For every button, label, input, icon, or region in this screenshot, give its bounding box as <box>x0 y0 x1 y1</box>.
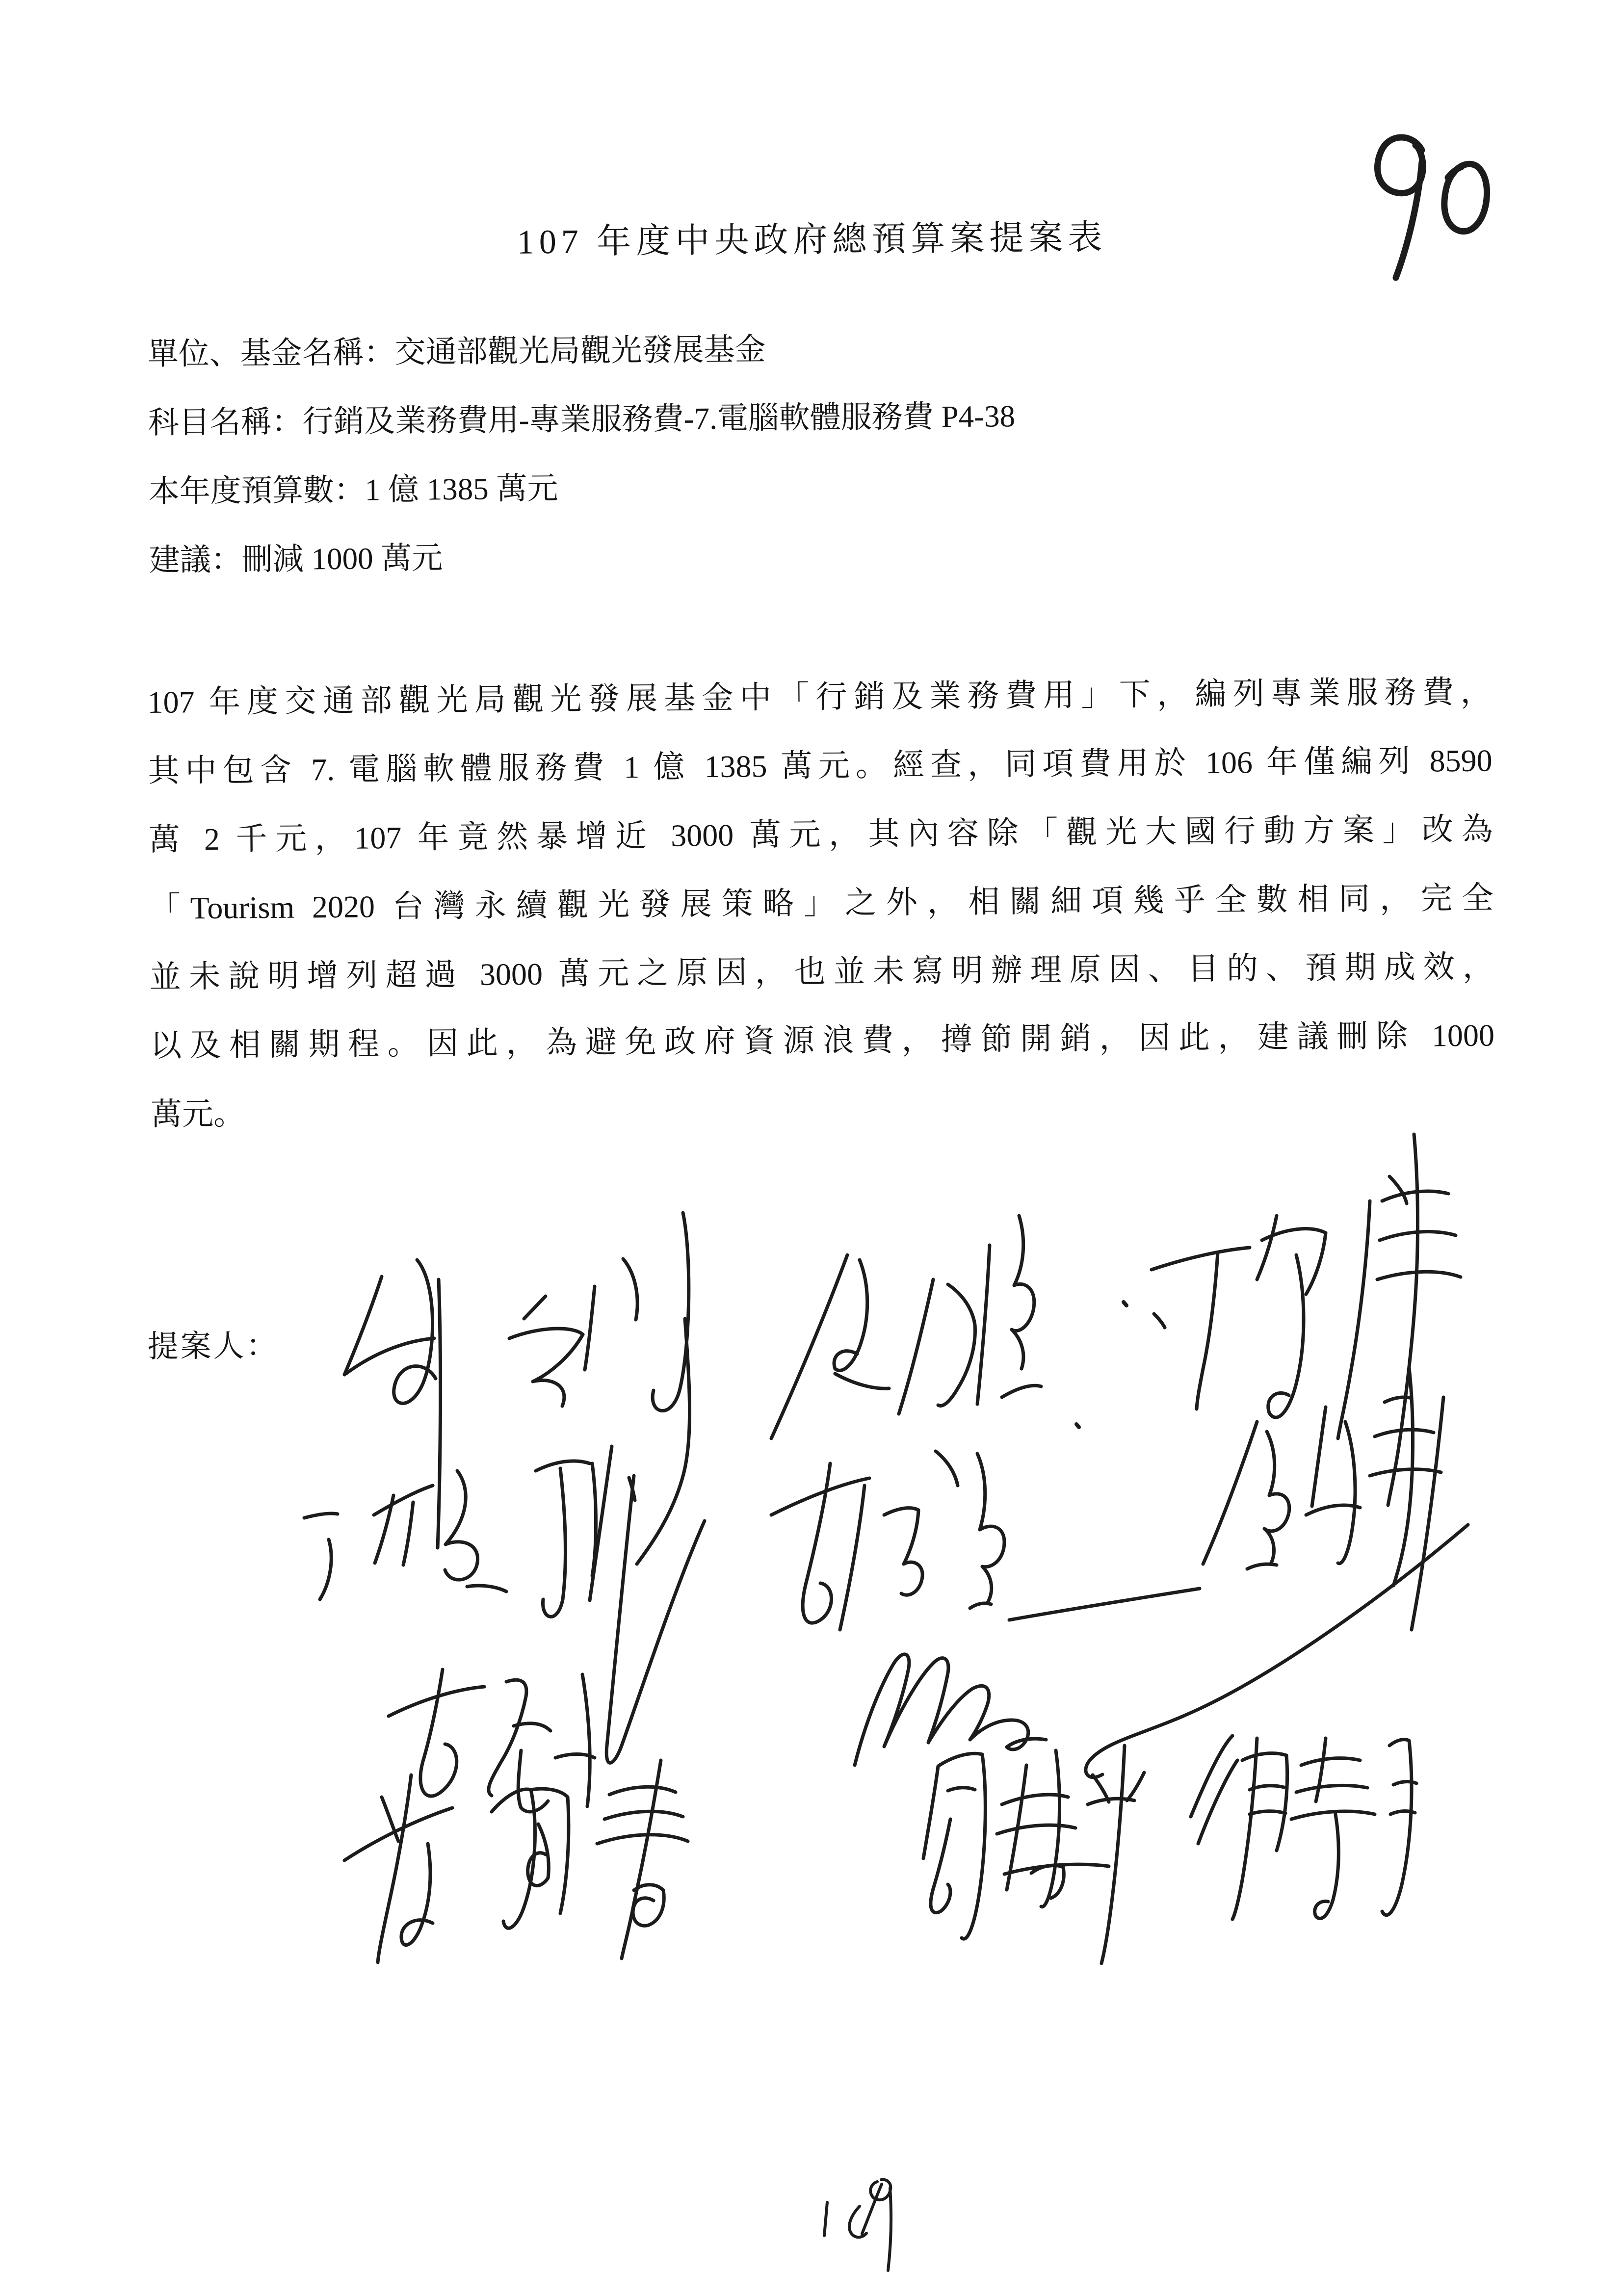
signature-4 <box>344 1760 688 1962</box>
signature-1 <box>344 1213 690 1564</box>
paragraph-line: 萬 2 千元，107 年竟然暴增近 3000 萬元，其內容除「觀光大國行動方案」改為 <box>148 811 1493 857</box>
paragraph-line: 以及相關期程。因此，為避免政府資源浪費，撙節開銷，因此，建議刪除 1000 <box>150 1018 1495 1063</box>
signature-11 <box>1191 1736 1416 1919</box>
subject-line: 科目名稱：行銷及業務費用-專業服務費-7.電腦軟體服務費 P4-38 <box>148 399 1016 440</box>
paragraph-line: 107 年度交通部觀光局觀光發展基金中「行銷及業務費用」下，編列專業服務費， <box>147 674 1492 720</box>
corner-page-number-90 <box>1377 137 1487 278</box>
proposer-label: 提案人： <box>147 1328 279 1364</box>
budget-line: 本年度預算數：1 億 1385 萬元 <box>148 471 558 509</box>
signature-2 <box>304 1446 612 1617</box>
bottom-page-number-159 <box>824 2180 891 2270</box>
paragraph-line: 並未說明增列超過 3000 萬元之原因，也並未寫明辦理原因、目的、預期成效， <box>149 949 1494 994</box>
signature-7 <box>771 1451 1200 1630</box>
signature-10 <box>923 1746 1144 1963</box>
signature-9 <box>855 1525 1468 1777</box>
document-title: 107 年度中央政府總預算案提案表 <box>517 219 1107 261</box>
paragraph-line: 萬元。 <box>150 1096 245 1132</box>
ink-specks <box>1076 1302 1126 1427</box>
paragraph-line: 「Tourism 2020 台灣永續觀光發展策略」之外，相關細項幾乎全數相同，完全 <box>149 880 1494 926</box>
suggestion-line: 建議：刪減 1000 萬元 <box>149 541 443 577</box>
signature-5 <box>771 1216 1041 1438</box>
paragraph-line: 其中包含 7. 電腦軟體服務費 1 億 1385 萬元。經查，同項費用於 106 年僅編列 8590 <box>148 743 1493 788</box>
signature-3 <box>389 1476 705 1812</box>
signature-8 <box>1203 1368 1443 1630</box>
unit-fund-line: 單位、基金名稱：交通部觀光局觀光發展基金 <box>147 332 766 371</box>
